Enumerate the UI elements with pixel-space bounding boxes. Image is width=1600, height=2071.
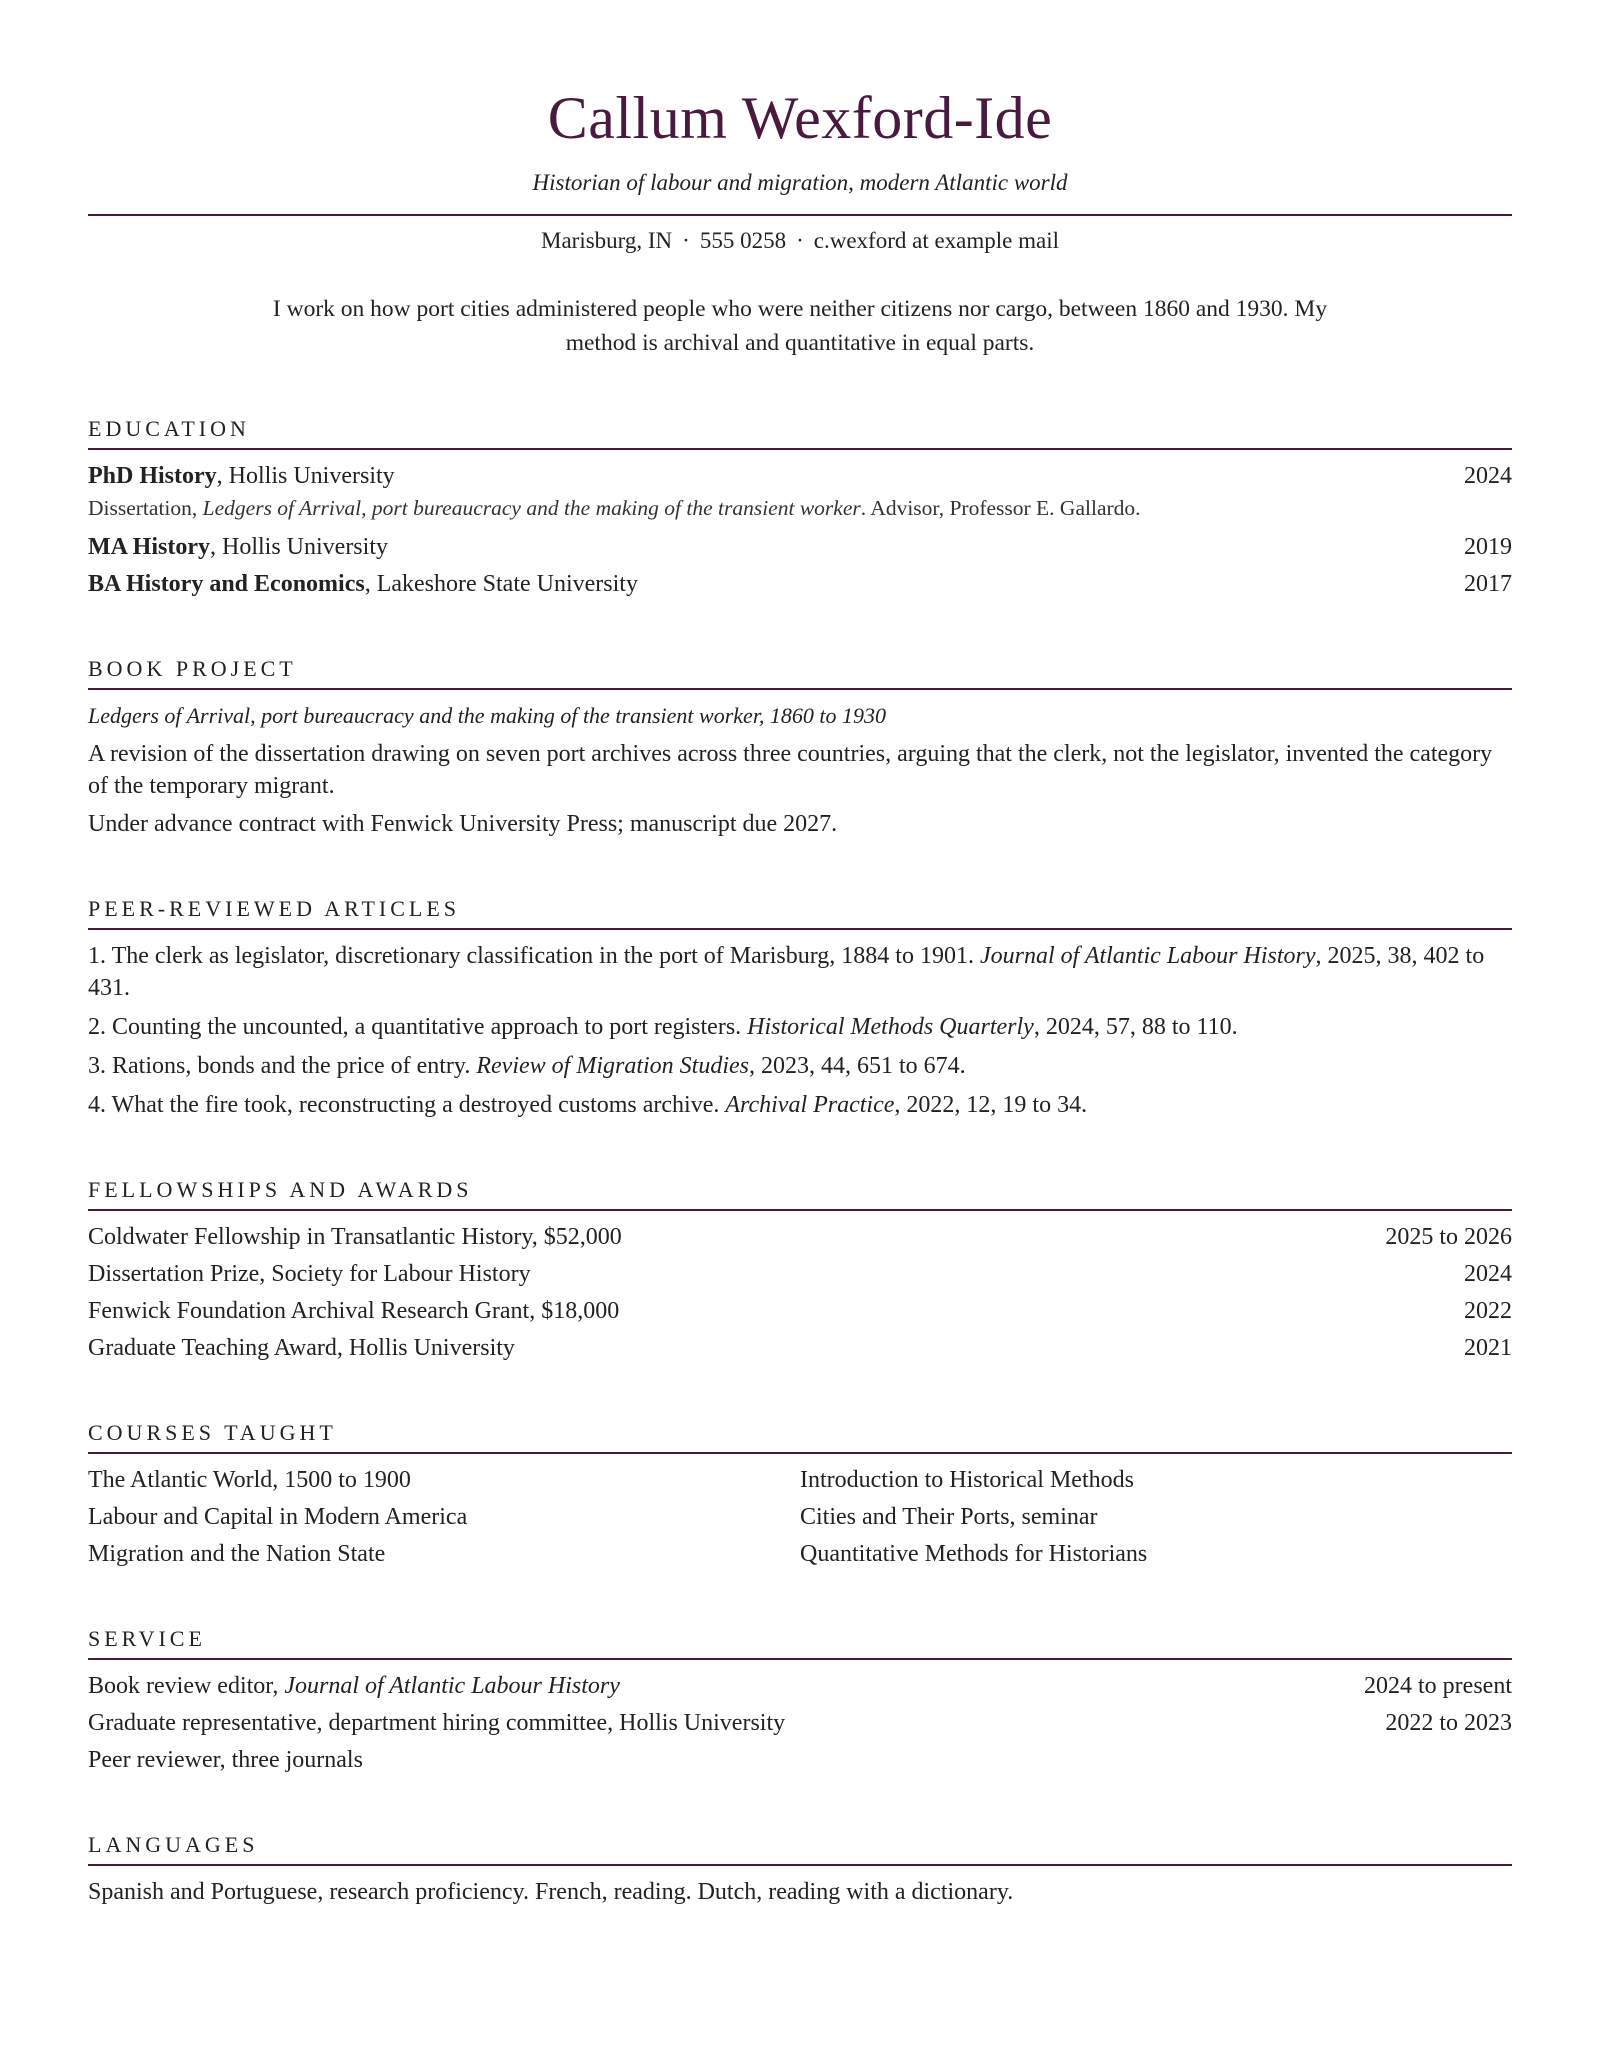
languages-text: Spanish and Portuguese, research proficiency. French, reading. Dutch, reading with a dictionary. xyxy=(88,1879,1014,1905)
award-name: Coldwater Fellowship in Transatlantic History, $52,000 xyxy=(88,1224,622,1250)
article-item xyxy=(88,1050,1512,1082)
course-item: Quantitative Methods for Historians xyxy=(800,1541,1148,1567)
section-divider xyxy=(88,928,1512,930)
article-details: , 2022, 12, 19 to 34. xyxy=(894,1092,1088,1118)
article-journal: Review of Migration Studies xyxy=(476,1053,749,1079)
education-entry xyxy=(88,460,1512,492)
section-title: LANGUAGES xyxy=(88,1832,259,1857)
course-item: Migration and the Nation State xyxy=(88,1541,386,1567)
section-title: BOOK PROJECT xyxy=(88,656,297,681)
school: , Hollis University xyxy=(209,534,388,560)
award-item xyxy=(88,1221,1512,1253)
service-role: Peer reviewer, three journals xyxy=(88,1747,363,1773)
header-divider xyxy=(88,214,1512,216)
dissertation-line xyxy=(88,493,1512,523)
section-title: EDUCATION xyxy=(88,416,250,441)
section-title: COURSES TAUGHT xyxy=(88,1420,337,1445)
section-divider xyxy=(88,448,1512,450)
section-divider xyxy=(88,1658,1512,1660)
book-title: Ledgers of Arrival, port bureaucracy and the making of the transient worker, 1860 to 1930 xyxy=(88,703,887,728)
award-name: Dissertation Prize, Society for Labour History xyxy=(88,1261,531,1287)
article-details: , 2024, 57, 88 to 110. xyxy=(1033,1014,1238,1040)
article-journal: Historical Methods Quarterly xyxy=(747,1014,1034,1040)
school: , Hollis University xyxy=(216,463,395,489)
section-service xyxy=(88,1624,1512,1776)
section-languages xyxy=(88,1830,1512,1908)
article-item xyxy=(88,940,1512,1004)
section-divider xyxy=(88,1864,1512,1866)
award-year: 2024 xyxy=(1464,1261,1512,1287)
service-item xyxy=(88,1670,1512,1702)
course-item: The Atlantic World, 1500 to 1900 xyxy=(88,1467,411,1493)
service-years: 2024 to present xyxy=(1364,1673,1512,1699)
award-item xyxy=(88,1258,1512,1290)
dissertation-advisor: . Advisor, Professor E. Gallardo. xyxy=(860,496,1141,520)
contact-line xyxy=(88,226,1512,256)
section-divider xyxy=(88,1452,1512,1454)
section-divider xyxy=(88,1209,1512,1211)
section-title: SERVICE xyxy=(88,1626,206,1651)
education-entry xyxy=(88,568,1512,600)
article-item xyxy=(88,1011,1512,1043)
contact-location: Marisburg, IN xyxy=(541,228,673,253)
award-year: 2022 xyxy=(1464,1298,1512,1324)
education-entry xyxy=(88,531,1512,563)
contact-phone: 555 0258 xyxy=(699,228,787,253)
service-years: 2022 to 2023 xyxy=(1385,1710,1512,1736)
book-description: A revision of the dissertation drawing on seven port archives across three countries, arguing that the clerk, not the legislator, invented the category of the temporary migrant. xyxy=(88,741,1493,799)
course-item: Cities and Their Ports, seminar xyxy=(800,1504,1098,1530)
article-title: 1. The clerk as legislator, discretionary classification in the port of Marisburg, 1884 to 1901. xyxy=(88,943,980,969)
award-year: 2021 xyxy=(1464,1335,1512,1361)
service-journal: Journal of Atlantic Labour History xyxy=(284,1673,620,1699)
article-details: , 2025, 38, 402 to 431. xyxy=(88,943,1485,1001)
article-details: , 2023, 44, 651 to 674. xyxy=(748,1053,966,1079)
section-title: FELLOWSHIPS AND AWARDS xyxy=(88,1177,473,1202)
person-name: Callum Wexford-Ide xyxy=(547,85,1053,151)
dissertation-title: Ledgers of Arrival, port bureaucracy and the making of the transient worker xyxy=(202,496,861,520)
degree: MA History xyxy=(88,534,210,560)
course-item: Labour and Capital in Modern America xyxy=(88,1504,468,1530)
service-role: Book review editor, xyxy=(88,1673,285,1699)
section-courses xyxy=(88,1418,1512,1570)
degree: PhD History xyxy=(88,463,217,489)
section-title: PEER-REVIEWED ARTICLES xyxy=(88,896,461,921)
summary: I work on how port cities administered people who were neither citizens nor cargo, between 1860 and 1930. My method is archival and quantitative in equal parts. xyxy=(272,296,1328,356)
article-title: 2. Counting the uncounted, a quantitative approach to port registers. xyxy=(88,1014,748,1040)
article-title: 3. Rations, bonds and the price of entry. xyxy=(88,1053,477,1079)
course-item: Introduction to Historical Methods xyxy=(800,1467,1134,1493)
service-item xyxy=(88,1707,1512,1739)
courses-left-column xyxy=(88,1464,800,1570)
award-item xyxy=(88,1295,1512,1327)
award-year: 2025 to 2026 xyxy=(1385,1224,1512,1250)
section-articles xyxy=(88,894,1512,1121)
year: 2024 xyxy=(1464,463,1512,489)
section-divider xyxy=(88,688,1512,690)
dissertation-prefix: Dissertation, xyxy=(88,496,203,520)
article-item xyxy=(88,1089,1512,1121)
courses-right-column xyxy=(800,1464,1512,1570)
award-name: Graduate Teaching Award, Hollis University xyxy=(88,1335,515,1361)
article-journal: Archival Practice xyxy=(725,1092,895,1118)
tagline: Historian of labour and migration, modern Atlantic world xyxy=(532,170,1068,195)
contact-separator: · xyxy=(682,228,690,253)
service-role: Graduate representative, department hiring committee, Hollis University xyxy=(88,1710,786,1736)
award-name: Fenwick Foundation Archival Research Grant, $18,000 xyxy=(88,1298,620,1324)
article-journal: Journal of Atlantic Labour History xyxy=(979,943,1316,969)
contact-email: c.wexford at example mail xyxy=(813,228,1059,253)
contact-separator: · xyxy=(796,228,804,253)
section-book-project xyxy=(88,654,1512,840)
award-item xyxy=(88,1332,1512,1364)
section-awards xyxy=(88,1175,1512,1364)
article-title: 4. What the fire took, reconstructing a destroyed customs archive. xyxy=(88,1092,726,1118)
year: 2019 xyxy=(1464,534,1512,560)
section-education xyxy=(88,414,1512,600)
book-status: Under advance contract with Fenwick University Press; manuscript due 2027. xyxy=(88,811,838,837)
degree: BA History and Economics xyxy=(88,571,365,597)
year: 2017 xyxy=(1464,571,1512,597)
service-item xyxy=(88,1744,1512,1776)
school: , Lakeshore State University xyxy=(364,571,638,597)
